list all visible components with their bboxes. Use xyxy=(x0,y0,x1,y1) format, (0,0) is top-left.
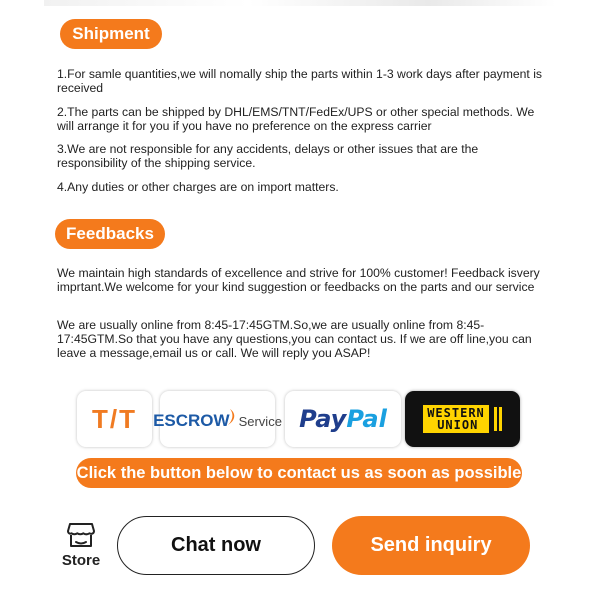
western-union-bars-icon xyxy=(492,407,502,431)
paypal-logo-pay: Pay xyxy=(299,405,347,433)
shipment-item: 1.For samle quantities,we will nomally ship the parts within 1-3 work days after payment is received xyxy=(57,67,542,95)
paypal-logo-pal: Pal xyxy=(346,405,387,433)
feedback-paragraph: We maintain high standards of excellence and strive for 100% customer! Feedback isvery imprtant.We welcome for your kind suggestion or feedbacks on the parts and our service xyxy=(57,266,540,294)
paypal-logo xyxy=(299,405,387,433)
tt-payment-logo xyxy=(77,391,152,447)
chat-now-button[interactable]: Chat now xyxy=(117,516,315,575)
feedback-paragraph: We are usually online from 8:45-17:45GTM.So,we are usually online from 8:45-17:45GTM.So that you have any questions,you can contact us. If we are off line,you can leave a message,email us or call. We will reply you ASAP! xyxy=(57,318,532,360)
paypal-payment-logo xyxy=(285,391,401,447)
western-union-line-2: UNION xyxy=(437,418,479,432)
western-union-payment-logo xyxy=(405,391,520,447)
tt-logo-text: T/T xyxy=(92,403,137,434)
shipment-item: 4.Any duties or other charges are on import matters. xyxy=(57,180,339,194)
escrow-payment-logo xyxy=(153,391,282,447)
escrow-service-text: Service xyxy=(238,413,282,429)
top-image-fragment xyxy=(44,0,556,6)
feedbacks-heading: Feedbacks xyxy=(55,219,165,249)
contact-banner: Click the button below to contact us as soon as possible xyxy=(76,458,522,488)
shipment-heading: Shipment xyxy=(60,19,162,49)
shipment-item: 3.We are not responsible for any accidents, delays or other issues that are the responsibility of the shipping service. xyxy=(57,142,479,170)
western-union-line-1: WESTERN xyxy=(427,406,485,420)
escrow-logo xyxy=(153,408,282,431)
western-union-logo xyxy=(423,405,502,433)
store-label: Store xyxy=(61,552,101,569)
shipment-item: 2.The parts can be shipped by DHL/EMS/TNT/FedEx/UPS or other special methods. We will arrange it for you if you have no preference on the express carrier xyxy=(57,105,535,133)
send-inquiry-button[interactable]: Send inquiry xyxy=(332,516,530,575)
storefront-icon xyxy=(66,521,96,549)
store-button[interactable] xyxy=(58,521,104,573)
escrow-logo-text: ESCROW xyxy=(153,410,230,430)
swoosh-icon xyxy=(226,408,238,426)
